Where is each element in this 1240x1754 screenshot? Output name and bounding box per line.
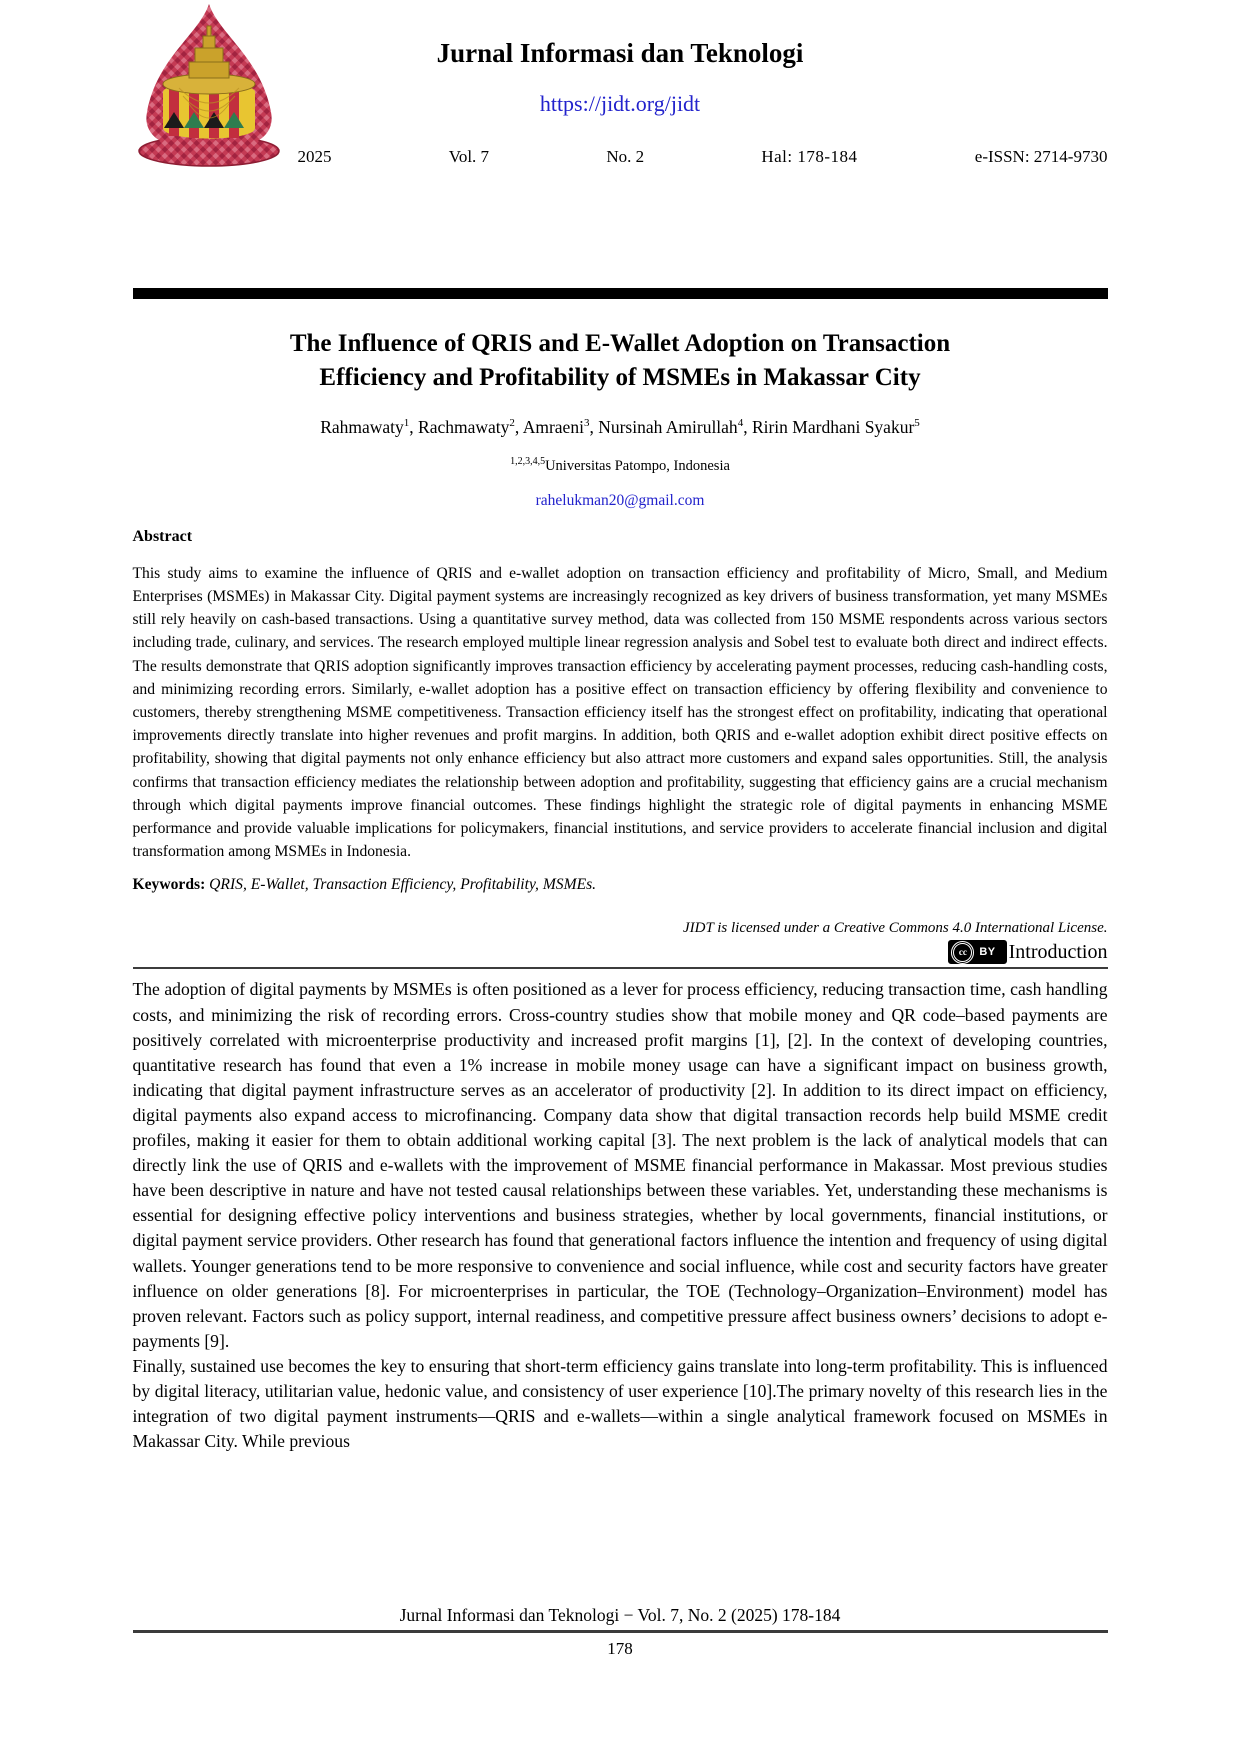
page-number: 178	[607, 1639, 633, 1658]
issue-pages: Hal: 178-184	[761, 147, 858, 166]
article-title-line1: The Influence of QRIS and E-Wallet Adoption on Transaction	[289, 330, 951, 357]
author-sup: 1	[403, 417, 410, 430]
keywords-line	[133, 876, 1108, 894]
introduction-body	[133, 977, 1108, 1454]
header-divider-bar	[133, 288, 1108, 299]
author-sup: 5	[914, 417, 920, 430]
introduction-heading: Introduction	[1008, 940, 1108, 963]
journal-url-link[interactable]: https://jidt.org/jidt	[539, 91, 701, 116]
affiliation-sup: 1,2,3,4,5	[510, 456, 546, 467]
article-title	[133, 327, 1108, 395]
cc-by-label: BY	[979, 946, 996, 959]
affiliation	[133, 456, 1108, 475]
license-statement: JIDT is licensed under a Creative Commons 4.0 International License.	[682, 920, 1108, 937]
license-badge-row	[133, 940, 1108, 964]
issue-year: 2025	[297, 147, 332, 166]
footer-citation: Jurnal Informasi dan Teknologi − Vol. 7, No. 2 (2025) 178-184	[399, 1605, 841, 1625]
email-link[interactable]: rahelukman20@gmail.com	[535, 491, 705, 509]
introduction-paragraph-1: The adoption of digital payments by MSMEs is often positioned as a lever for process efficiency, reducing transaction time, cash handling costs, and minimizing the risk of recording errors. Cross-country studies show that mobile money and QR code–based payments are positively correlated with microenterprise productivity and increased profit margins [1], [2]. In the context of developing countries, quantitative research has found that even a 1% increase in mobile money usage can have a significant impact on business growth, indicating that digital payment infrastructure serves as an accelerator of productivity [2]. In addition to its direct impact on efficiency, digital payments also expand access to microfinancing. Company data show that digital transaction records help build MSME credit profiles, making it easier for them to obtain additional working capital [3]. The next problem is the lack of analytical models that can directly link the use of QRIS and e-wallets with the improvement of MSME financial performance in Makassar. Most previous studies have been descriptive in nature and have not tested causal relationships between these variables. Yet, understanding these mechanisms is essential for designing effective policy interventions and business strategies, whether by local governments, financial institutions, or digital payment service providers. Other research has found that generational factors influence the intention and frequency of using digital wallets. Younger generations tend to be more responsive to convenience and social influence, while cost and security factors have greater influence on older generations [8]. For microenterprises in particular, the TOE (Technology–Organization–Environment) model has proven relevant. Factors such as policy support, internal readiness, and competitive pressure affect business owners’ decisions to adopt e-payments [9].	[132, 979, 1108, 1351]
issue-volume: Vol. 7	[448, 147, 490, 166]
abstract-body: This study aims to examine the influence of QRIS and e-wallet adoption on transaction efficiency and profitability of Micro, Small, and Medium Enterprises (MSMEs) in Makassar City. Digital payment systems are increasingly recognized as key drivers of business transformation, yet many MSMEs still rely heavily on cash-based transactions. Using a quantitative survey method, data was collected from 150 MSME respondents across various sectors including trade, culinary, and services. The research employed multiple linear regression analysis and Sobel test to evaluate both direct and indirect effects. The results demonstrate that QRIS adoption significantly improves transaction efficiency by accelerating payment processes, reducing cash-handling costs, and minimizing recording errors. Similarly, e-wallet adoption has a positive effect on transaction efficiency by offering flexibility and convenience to customers, thereby strengthening MSME competitiveness. Transaction efficiency itself has the strongest effect on profitability, indicating that operational improvements directly translate into higher revenues and profit margins. In addition, both QRIS and e-wallet adoption exhibit direct positive effects on profitability, showing that digital payments not only enhance efficiency but also attract more customers and expand sales opportunities. Still, the analysis confirms that transaction efficiency mediates the relationship between adoption and profitability, suggesting that efficiency gains are a crucial mechanism through which digital payments improve financial outcomes. These findings highlight the strategic role of digital payments in enhancing MSME performance and provide valuable implications for policymakers, financial institutions, and service providers to accelerate financial inclusion and digital transformation among MSMEs in Indonesia.	[132, 564, 1108, 861]
abstract-heading: Abstract	[132, 527, 193, 545]
journal-title: Jurnal Informasi dan Teknologi	[436, 38, 804, 68]
issue-number: No. 2	[606, 147, 645, 166]
footer-divider	[133, 1630, 1108, 1633]
author-list	[133, 417, 1108, 438]
author: Rachmawaty$^2$,	[418, 417, 523, 437]
author: Amraeni$^3$,	[522, 417, 599, 437]
article-title-line2: Efficiency and Profitability of MSMEs in Makassar City	[319, 364, 921, 391]
issue-issn: e-ISSN: 2714-9730	[974, 147, 1108, 166]
introduction-paragraph-2: Finally, sustained use becomes the key to ensuring that short-term efficiency gains translate into long-term profitability. This is influenced by digital literacy, utilitarian value, hedonic value, and consistency of user experience [10].The primary novelty of this research lies in the integration of two digital payment instruments—QRIS and e-wallets—within a single analytical framework focused on MSMEs in Makassar City. While previous	[132, 1355, 1108, 1452]
keywords-label: Keywords:	[132, 876, 206, 894]
author-sup: 4	[737, 417, 744, 430]
cc-icon: cc	[953, 943, 972, 962]
keywords-text: QRIS, E-Wallet, Transaction Efficiency, Profitability, MSMEs.	[209, 876, 597, 894]
author: Ririn Mardhani Syakur$^5$	[751, 417, 920, 437]
traditional-hat-icon	[133, 0, 285, 168]
section-divider	[133, 967, 1108, 969]
author: Rahmawaty$^1$,	[320, 417, 419, 437]
journal-logo	[133, 0, 285, 168]
cc-by-badge-icon	[948, 940, 1006, 964]
affiliation-text: Universitas Patompo, Indonesia	[545, 457, 730, 474]
email-line	[133, 492, 1108, 510]
author-sup: 2	[509, 417, 515, 430]
page-footer	[0, 1605, 1240, 1659]
journal-header	[133, 0, 1108, 275]
author-sup: 3	[583, 417, 590, 430]
author: Nursinah Amirullah$^4$,	[598, 417, 752, 437]
issue-meta-row	[298, 147, 1108, 167]
